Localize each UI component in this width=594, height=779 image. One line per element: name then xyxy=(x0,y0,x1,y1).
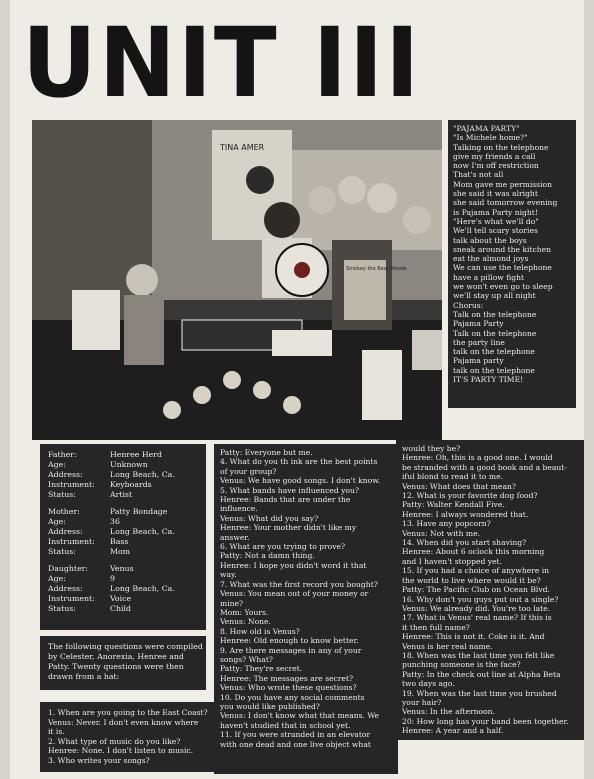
interview-line: be stranded with a good book and a beaut- xyxy=(402,462,567,472)
lyric-line: the party line xyxy=(453,337,505,347)
family-field-value: Keyboards xyxy=(110,480,152,489)
lyric-line: IT'S PARTY TIME! xyxy=(453,375,524,385)
interview-line: Venus: What does that mean? xyxy=(402,481,516,491)
family-field-label: Status: xyxy=(48,547,76,556)
family-field-value: Artist xyxy=(110,490,133,499)
interview-line: and I haven't stopped yet. xyxy=(402,556,503,566)
lyric-line: We can use the telephone xyxy=(453,263,552,273)
interview-line: punching someone is the face? xyxy=(402,660,521,670)
interview-line: your hair? xyxy=(402,697,442,707)
lyric-line: "Here's what we'll do" xyxy=(453,216,539,226)
interview-line: you would like published? xyxy=(220,701,320,711)
family-field-label: Status: xyxy=(48,604,76,613)
interview-line: 15. If you had a choice of anywhere in xyxy=(402,566,550,576)
interview-line: 18. When was the last time you felt like xyxy=(402,650,555,660)
lyric-line: eat the almond joys xyxy=(453,254,529,264)
interview-line: iful blond to read it to me. xyxy=(402,472,504,482)
interview-line: influence. xyxy=(220,504,258,514)
lyric-line: have a pillow fight xyxy=(453,272,525,282)
band-photo-illustration xyxy=(32,120,442,440)
interview-line: Henree: This is not it. Coke is it. And xyxy=(402,632,545,642)
family-field-value: Mom xyxy=(110,547,131,556)
unit-iii-headline: UNIT III xyxy=(22,6,422,120)
interview-line: Venus: I don't know what that means. We xyxy=(220,711,380,721)
interview-line: Henree: I hope you didn't word it that xyxy=(220,560,367,570)
lyric-line: is Pajama Party night! xyxy=(453,207,538,217)
interview-line: it is. xyxy=(48,727,65,737)
interview-line: songs? What? xyxy=(220,654,273,664)
family-field-value: 9 xyxy=(110,574,115,583)
lyric-line: "Is Michele home?" xyxy=(453,133,528,143)
family-field-label: Mother: xyxy=(48,507,80,516)
interview-line: Henree: A year and a half. xyxy=(402,726,504,736)
lyric-line: "PAJAMA PARTY" xyxy=(453,124,520,133)
interview-line: 11. If you were stranded in an elevator xyxy=(220,730,371,740)
family-field-label: Address: xyxy=(48,584,83,593)
poster-caption: TINA AMER xyxy=(220,143,265,152)
family-row xyxy=(48,490,198,500)
interview-line: Patty: Everyone but me. xyxy=(220,448,313,457)
interview-line: Venus: Not with me. xyxy=(402,528,481,538)
interview-line: would they be? xyxy=(402,444,461,453)
interview-line: Patty: Walter Kendall Five. xyxy=(402,500,505,510)
interview-line: of your group? xyxy=(220,466,277,476)
family-field-value: Unknown xyxy=(110,460,148,469)
lyric-line: We'll tell scary stories xyxy=(453,226,538,236)
interview-line: 17. What is Venus' real name? If this is xyxy=(402,613,552,623)
interview-line: 4. What do you th ink are the best points xyxy=(220,457,378,467)
interview-line: it then full name? xyxy=(402,622,470,632)
family-field-value: Voice xyxy=(110,594,132,603)
family-field-label: Age: xyxy=(48,574,66,583)
family-row xyxy=(48,564,198,574)
family-field-label: Father: xyxy=(48,450,77,459)
interview-column-3 xyxy=(396,440,584,740)
interview-line: Venus: None. xyxy=(220,617,271,627)
interview-line: two days ago. xyxy=(402,679,455,689)
intro-line: by Celester, Anorexia, Henree and xyxy=(48,652,184,661)
interview-line: Patty: In the check out line at Alpha Beta xyxy=(402,669,561,679)
interview-line: 14. When did you start shaving? xyxy=(402,538,527,548)
family-field-label: Daughter: xyxy=(48,564,89,573)
interview-line: Venus: We have good songs. I don't know. xyxy=(220,476,381,486)
family-row xyxy=(48,470,198,480)
interview-line: 7. What was the first record you bought? xyxy=(220,579,378,589)
family-field-value: Long Beach, Ca. xyxy=(110,470,175,479)
family-row xyxy=(48,450,198,460)
interview-line: Henree: About 6 oclock this morning xyxy=(402,547,545,557)
family-field-value: Patty Bondage xyxy=(110,507,168,516)
band-photo xyxy=(32,120,442,440)
interview-line: answer. xyxy=(220,532,250,542)
family-field-label: Age: xyxy=(48,517,66,526)
family-field-value: 36 xyxy=(110,517,120,526)
lyric-line: we won't even go to sleep xyxy=(453,282,553,292)
interview-line: with one dead and one live object what xyxy=(220,739,371,749)
family-row xyxy=(48,584,198,594)
lyric-line: Talk on the telephone xyxy=(453,328,537,338)
family-field-label: Instrument: xyxy=(48,594,95,603)
interview-line: haven't studied that in school yet. xyxy=(220,720,351,730)
interview-line: Patty: The Pacific Club on Ocean Blvd. xyxy=(402,585,550,595)
interview-line: Venus: You mean out of your money or xyxy=(220,589,369,599)
interview-line: Mom: Yours. xyxy=(220,607,269,617)
interview-line: Henree: None. I don't listen to music. xyxy=(48,746,194,756)
album-caption: Smokey the Bear Moods xyxy=(346,266,407,272)
lyric-line: talk on the telephone xyxy=(453,365,535,375)
interview-column-1 xyxy=(40,702,218,772)
interview-line: Henree: Old enough to know better. xyxy=(220,636,359,646)
lyric-line: Pajama party xyxy=(453,356,504,366)
interview-column-2 xyxy=(214,444,398,774)
intro-line: The following questions were compiled xyxy=(48,642,203,651)
interview-line: Venus: We already did. You're too late. xyxy=(402,603,551,613)
lyric-line: sneak around the kitchen xyxy=(453,244,552,254)
lyric-line: Pajama Party xyxy=(453,319,504,329)
family-field-label: Address: xyxy=(48,470,83,479)
magazine-page xyxy=(10,0,584,779)
interview-line: 20: How long has your band been together. xyxy=(402,716,569,726)
interview-line: Venus: What did you say? xyxy=(220,513,319,523)
questions-intro xyxy=(40,636,206,690)
family-field-value: Bass xyxy=(110,537,129,546)
family-row xyxy=(48,574,198,584)
interview-line: Henree: I always wondered that. xyxy=(402,509,529,519)
family-field-value: Long Beach, Ca. xyxy=(110,527,175,536)
family-row xyxy=(48,507,198,517)
family-field-value: Henree Herd xyxy=(110,450,163,459)
family-field-label: Address: xyxy=(48,527,83,536)
family-field-label: Age: xyxy=(48,460,66,469)
interview-line: 8. How old is Venus? xyxy=(220,626,300,636)
lyric-line: talk on the telephone xyxy=(453,347,535,357)
lyric-line: That's not all xyxy=(453,170,504,180)
interview-line: 12. What is your favorite dog food? xyxy=(402,491,538,501)
family-row xyxy=(48,460,198,470)
family-field-value: Long Beach, Ca. xyxy=(110,584,175,593)
interview-line: Venus: In the afternoon. xyxy=(402,707,495,717)
interview-line: 13. Have any popcorn? xyxy=(402,519,491,529)
family-row xyxy=(48,527,198,537)
interview-line: 5. What bands have influenced you? xyxy=(220,485,359,495)
lyric-line: now I'm off restriction xyxy=(453,161,539,171)
family-field-value: Venus xyxy=(110,564,134,573)
lyric-line: Mom gave me permission xyxy=(453,179,552,189)
lyric-line: Talking on the telephone xyxy=(453,142,549,152)
interview-line: 2. What type of music do you like? xyxy=(48,736,181,746)
intro-line: Patty. Twenty questions were then xyxy=(48,662,184,671)
interview-line: Venus: Who wrote these questions? xyxy=(220,683,357,693)
lyric-line: talk about the boys xyxy=(453,235,527,245)
interview-line: the world to live where would it be? xyxy=(402,575,541,585)
family-field-label: Instrument: xyxy=(48,480,95,489)
lyric-line: she said tomorrow evening xyxy=(453,198,558,208)
interview-line: 1. When are you going to the East Coast? xyxy=(48,708,208,717)
interview-line: Venus is her real name. xyxy=(402,641,493,651)
interview-line: 3. Who writes your songs? xyxy=(48,755,150,765)
interview-line: Henree: Oh, this is a good one. I would xyxy=(402,453,553,463)
family-spacer xyxy=(48,500,198,507)
lyric-line: give my friends a call xyxy=(453,151,536,161)
lyric-line: Chorus: xyxy=(453,300,484,310)
interview-line: Patty: Not a damn thing. xyxy=(220,551,315,561)
family-field-value: Child xyxy=(110,604,131,613)
family-row xyxy=(48,537,198,547)
family-field-label: Instrument: xyxy=(48,537,95,546)
family-row xyxy=(48,604,198,614)
interview-line: 19. When was the last time you brushed xyxy=(402,688,557,698)
interview-line: Henree: Your mother didn't like my xyxy=(220,523,357,533)
family-info-box xyxy=(40,444,206,630)
lyric-line: we'll stay up all night xyxy=(453,291,536,301)
interview-line: way. xyxy=(220,570,237,580)
family-row xyxy=(48,594,198,604)
lyric-line: she said it was alright xyxy=(453,189,538,199)
interview-line: 9. Are there messages in any of your xyxy=(220,645,362,655)
family-row xyxy=(48,517,198,527)
interview-line: Venus: Never. I don't even know where xyxy=(48,717,199,727)
interview-line: 6. What are you trying to prove? xyxy=(220,542,346,552)
family-spacer xyxy=(48,557,198,564)
lyric-line: Talk on the telephone xyxy=(453,309,537,319)
family-field-label: Status: xyxy=(48,490,76,499)
interview-line: Henree: The messages are secret? xyxy=(220,673,354,683)
interview-line: 16. Why don't you guys put out a single? xyxy=(402,594,559,604)
pajama-party-lyrics xyxy=(448,120,576,408)
family-row xyxy=(48,480,198,490)
interview-line: mine? xyxy=(220,598,244,608)
interview-line: Henree: Bands that are under the xyxy=(220,495,351,505)
intro-line: drawn from a hat: xyxy=(48,672,120,681)
family-row xyxy=(48,547,198,557)
interview-line: 10. Do you have any social comments xyxy=(220,692,365,702)
interview-line: Patty: They're secret. xyxy=(220,664,303,674)
